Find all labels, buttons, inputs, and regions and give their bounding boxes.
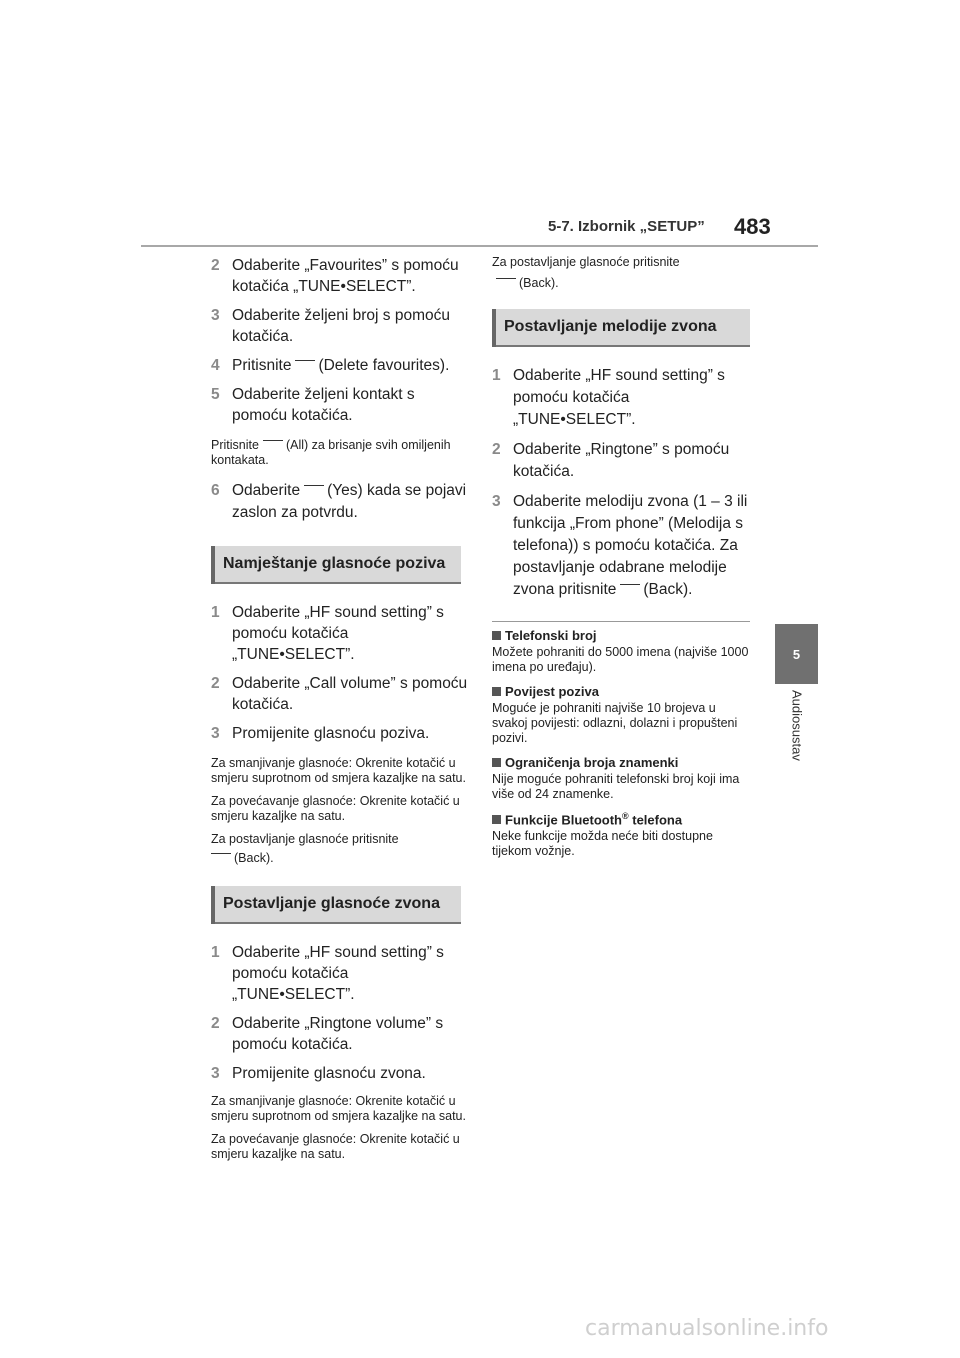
note-text: Za smanjivanje glasnoće: Okrenite kotačić u smjeru suprotnom od smjera kazaljke na satu. (211, 1094, 466, 1123)
info-text: Moguće je pohraniti najviše 10 brojeva u svakoj povijesti: odlazni, dolazni i propušteni pozivi. (492, 701, 738, 745)
right-column (492, 255, 750, 868)
info-text: Nije moguće pohraniti telefonski broj koji ima više od 24 znamenke. (492, 772, 740, 801)
step-text: Odaberite „Ringtone volume” s pomoću kotačića. (232, 1015, 444, 1053)
note-text: Za povećavanje glasnoće: Okrenite kotačić u smjeru kazaljke na satu. (211, 794, 460, 823)
step-item (211, 384, 471, 426)
square-bullet-icon (492, 631, 501, 640)
step-number: 3 (211, 1065, 220, 1082)
step-text: Odaberite „Favourites” s pomoću kotačića „TUNE•SELECT”. (232, 257, 459, 295)
section-heading-ringtone (492, 309, 750, 347)
note-text (211, 851, 471, 866)
back-button-icon (496, 278, 516, 288)
yes-button-icon (304, 485, 324, 495)
back-label: (Back). (519, 276, 559, 290)
step-number: 2 (492, 441, 501, 458)
info-title (492, 628, 750, 643)
step-text: Odaberite željeni broj s pomoću kotačića. (232, 307, 450, 345)
step-text: Odaberite melodiju zvona (1 – 3 ili funkcija „From phone” (Melodija s telefona)) s pomoću kotačića. Za postavljanje odabrane melodije zvona pritisnite (513, 493, 748, 598)
section-heading-text: Namještanje glasnoće poziva (223, 555, 446, 572)
step-text: Promijenite glasnoću zvona. (232, 1065, 426, 1082)
step-item (211, 255, 471, 297)
delete-favourites-button-icon (295, 360, 315, 370)
step-text: Odaberite „Call volume” s pomoću kotačića. (232, 675, 468, 713)
step-number: 3 (211, 725, 220, 742)
note-text: Za postavljanje glasnoće pritisnite (211, 832, 399, 846)
step-item (211, 480, 471, 524)
step-text: Promijenite glasnoću poziva. (232, 725, 430, 742)
step-item (211, 355, 471, 376)
section-heading-call-volume (211, 546, 461, 584)
note-text: Za povećavanje glasnoće: Okrenite kotačić u smjeru kazaljke na satu. (211, 1132, 460, 1161)
info-title-text: Funkcije Bluetooth (505, 812, 622, 828)
step-number: 6 (211, 482, 220, 499)
step-text: Odaberite „Ringtone” s pomoću kotačića. (513, 441, 730, 480)
step-item (211, 673, 471, 715)
square-bullet-icon (492, 758, 501, 767)
step-item (211, 305, 471, 347)
watermark-text: carmanualsonline.info (585, 1316, 829, 1341)
note-pre: Pritisnite (211, 438, 259, 452)
back-button-icon (620, 584, 640, 594)
section-heading-text: Postavljanje melodije zvona (504, 318, 717, 335)
step-item (492, 439, 750, 483)
info-title-text: Ograničenja broja znamenki (505, 755, 679, 770)
step-number: 1 (492, 367, 501, 384)
section-heading-text: Postavljanje glasnoće zvona (223, 895, 440, 912)
note-text: Za postavljanje glasnoće pritisnite (492, 255, 680, 269)
step-item (492, 365, 750, 431)
left-column (211, 255, 471, 1170)
step-number: 1 (211, 944, 220, 961)
step-number: 2 (211, 257, 220, 274)
step-number: 1 (211, 604, 220, 621)
info-text: Možete pohraniti do 5000 imena (najviše 1000 imena po uređaju). (492, 645, 749, 674)
step-text: Pritisnite (232, 357, 292, 374)
section-heading-ring-volume (211, 886, 461, 924)
step-number: 3 (492, 493, 501, 510)
note-post: (All) za brisanje svih omiljenih kontakata. (211, 438, 451, 467)
chapter-label: Audiosustav (789, 690, 805, 761)
step-number: 3 (211, 307, 220, 324)
header-divider (141, 245, 818, 247)
step-item (492, 491, 750, 601)
step-text-post: (Yes) kada se pojavi zaslon za potvrdu. (232, 482, 467, 521)
step-item (211, 602, 471, 665)
note-text (492, 276, 750, 291)
info-title (492, 811, 750, 827)
step-item (211, 1013, 471, 1055)
info-title-text-post: telefona (628, 812, 683, 828)
step-text: Odaberite „HF sound setting” s pomoću kotačića „TUNE•SELECT”. (232, 944, 444, 1003)
step-text: Odaberite (232, 482, 301, 499)
info-title-text: Telefonski broj (505, 628, 597, 643)
registered-mark: ® (622, 811, 629, 821)
square-bullet-icon (492, 815, 501, 824)
note-text (211, 438, 471, 468)
all-button-icon (263, 440, 283, 450)
step-text-post: (Back). (643, 581, 693, 598)
step-text: Odaberite željeni kontakt s pomoću kotačića. (232, 386, 415, 424)
note-text: Za smanjivanje glasnoće: Okrenite kotačić u smjeru suprotnom od smjera kazaljke na satu. (211, 756, 466, 785)
step-number: 4 (211, 357, 220, 374)
step-number: 2 (211, 675, 220, 692)
step-text: Odaberite „HF sound setting” s pomoću kotačića „TUNE•SELECT”. (232, 604, 444, 663)
step-item (211, 723, 471, 744)
square-bullet-icon (492, 687, 501, 696)
info-divider (492, 621, 750, 622)
info-title (492, 755, 750, 770)
back-label: (Back). (234, 851, 274, 865)
step-number: 2 (211, 1015, 220, 1032)
step-text-post: (Delete favourites). (318, 357, 450, 374)
step-item (211, 1063, 471, 1084)
step-text: Odaberite „HF sound setting” s pomoću kotačića „TUNE•SELECT”. (513, 367, 725, 428)
page-number: 483 (734, 214, 771, 239)
chapter-tab[interactable] (775, 624, 818, 684)
step-item (211, 942, 471, 1005)
section-title: 5-7. Izbornik „SETUP” (548, 218, 705, 235)
chapter-number: 5 (792, 646, 801, 662)
back-button-icon (211, 853, 231, 863)
info-title (492, 684, 750, 699)
info-text: Neke funkcije možda neće biti dostupne tijekom vožnje. (492, 829, 713, 859)
step-number: 5 (211, 386, 220, 403)
info-title-text: Povijest poziva (505, 684, 599, 699)
